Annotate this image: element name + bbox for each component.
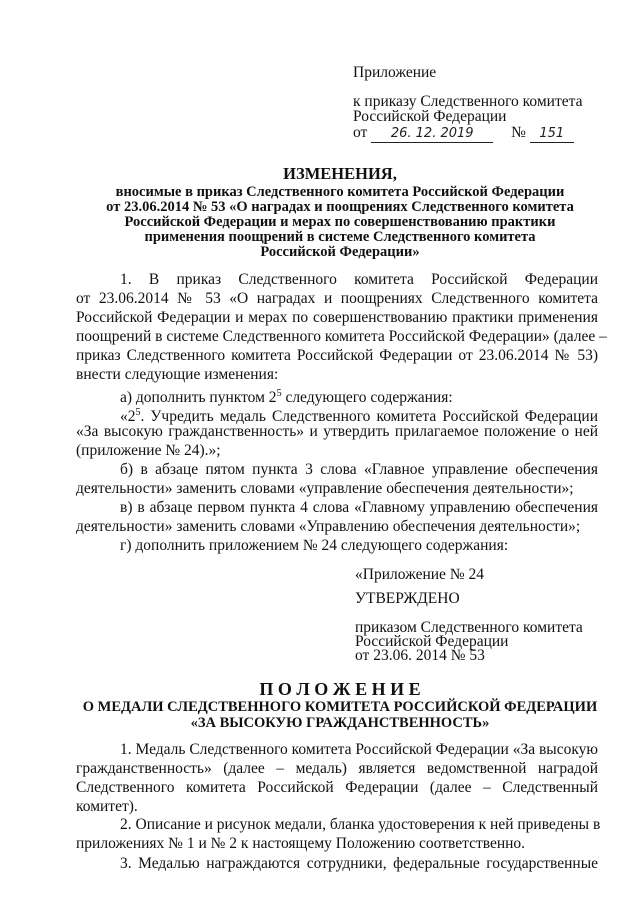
item1-sub-a: [120, 385, 453, 406]
reg-p1-line-2: гражданственность» (далее – медаль) является ведомственной наградой: [76, 760, 598, 777]
changes-subtitle-line-3: Российской Федерации и мерах по совершенствованию практики: [124, 214, 556, 230]
item1-sub-b-line-1: б) в абзаце пятом пункта 3 слова «Главное управление обеспечения: [120, 461, 598, 478]
item1-line-5: приказ Следственного комитета Российской Федерации от 23.06.2014 № 53): [76, 347, 598, 364]
handwritten-date: 26. 12. 2019: [371, 125, 493, 143]
handwritten-number: 151: [530, 125, 574, 143]
item1-sub-v-line-2: деятельности» заменить словами «Управлению обеспечения деятельности»;: [76, 518, 581, 535]
quote-open: «2: [120, 408, 136, 426]
changes-heading: ИЗМЕНЕНИЯ,: [283, 164, 397, 183]
changes-subtitle-line-5: Российской Федерации»: [260, 244, 420, 260]
item1-sub-b-line-2: деятельности» заменить словами «управление обеспечения деятельности»;: [76, 480, 574, 497]
reg-p3-line-1: 3. Медалью награждаются сотрудники, федеральные государственные: [120, 855, 598, 872]
quote-sup: 5: [135, 407, 141, 418]
item1-line-4: поощрений в системе Следственного комитета Российской Федерации» (далее –: [76, 328, 607, 345]
approved-label: УТВЕРЖДЕНО: [355, 590, 460, 607]
quote-rest: . Учредить медаль Следственного комитета Российской Федерации: [140, 408, 598, 426]
appendix-federation: Российской Федерации: [353, 108, 507, 125]
reg-p2-line-2: приложениях № 1 и № 2 к настоящему Положению соответственно.: [76, 835, 526, 852]
regulation-heading: П О Л О Ж Е Н И Е: [259, 679, 421, 699]
quote-line-1: [120, 404, 598, 425]
sub-a-sup: 5: [276, 388, 282, 399]
number-prefix: №: [511, 124, 526, 141]
item1-sub-v-line-1: в) в абзаце первом пункта 4 слова «Главному управлению обеспечения: [120, 499, 598, 516]
changes-subtitle-line-2: от 23.06.2014 № 53 «О наградах и поощрениях Следственного комитета: [106, 199, 574, 215]
date-prefix: от: [353, 124, 368, 141]
appendix-24: «Приложение № 24: [355, 566, 484, 583]
item1-line-3: Российской Федерации и мерах по совершенствованию практики применения: [76, 309, 598, 326]
regulation-title-line-2: «ЗА ВЫСОКУЮ ГРАЖДАНСТВЕННОСТЬ»: [190, 715, 490, 731]
reg-p2-line-1: 2. Описание и рисунок медали, бланка удостоверения к ней приведены в: [120, 816, 601, 833]
reg-p1-line-3: Следственного комитета Российской Федерации (далее – Следственный: [76, 779, 598, 796]
regulation-title-line-1: О МЕДАЛИ СЛЕДСТВЕННОГО КОМИТЕТА РОССИЙСКОЙ ФЕДЕРАЦИИ: [82, 699, 598, 715]
quote-line-2: «За высокую гражданственность» и утвердить прилагаемое положение о ней: [76, 423, 598, 440]
approved-by-line-3: от 23.06. 2014 № 53: [355, 647, 485, 664]
sub-a-suffix: следующего содержания:: [281, 389, 453, 407]
reg-p1-line-4: комитет).: [76, 798, 138, 815]
item1-line-2: от 23.06.2014 № 53 «О наградах и поощрениях Следственного комитета: [76, 290, 598, 307]
sub-a-prefix: а) дополнить пунктом 2: [120, 389, 277, 407]
approved-by-line-2: Российской Федерации: [355, 633, 509, 650]
item1-sub-g: г) дополнить приложением № 24 следующего содержания:: [120, 537, 509, 554]
changes-subtitle-line-4: применения поощрений в системе Следственного комитета: [144, 229, 536, 245]
changes-subtitle-line-1: вносимые в приказ Следственного комитета Российской Федерации: [115, 184, 565, 200]
appendix-date-line: [353, 124, 574, 143]
reg-p1-line-1: 1. Медаль Следственного комитета Российской Федерации «За высокую: [120, 741, 598, 758]
item1-line-1: 1. В приказ Следственного комитета Российской Федерации: [120, 271, 598, 288]
quote-line-3: (приложение № 24).»;: [76, 442, 221, 459]
approved-by-line-1: приказом Следственного комитета: [355, 619, 583, 636]
appendix-to-order: к приказу Следственного комитета: [353, 93, 583, 110]
item1-line-6: внести следующие изменения:: [76, 366, 279, 383]
appendix-title: Приложение: [353, 64, 437, 81]
